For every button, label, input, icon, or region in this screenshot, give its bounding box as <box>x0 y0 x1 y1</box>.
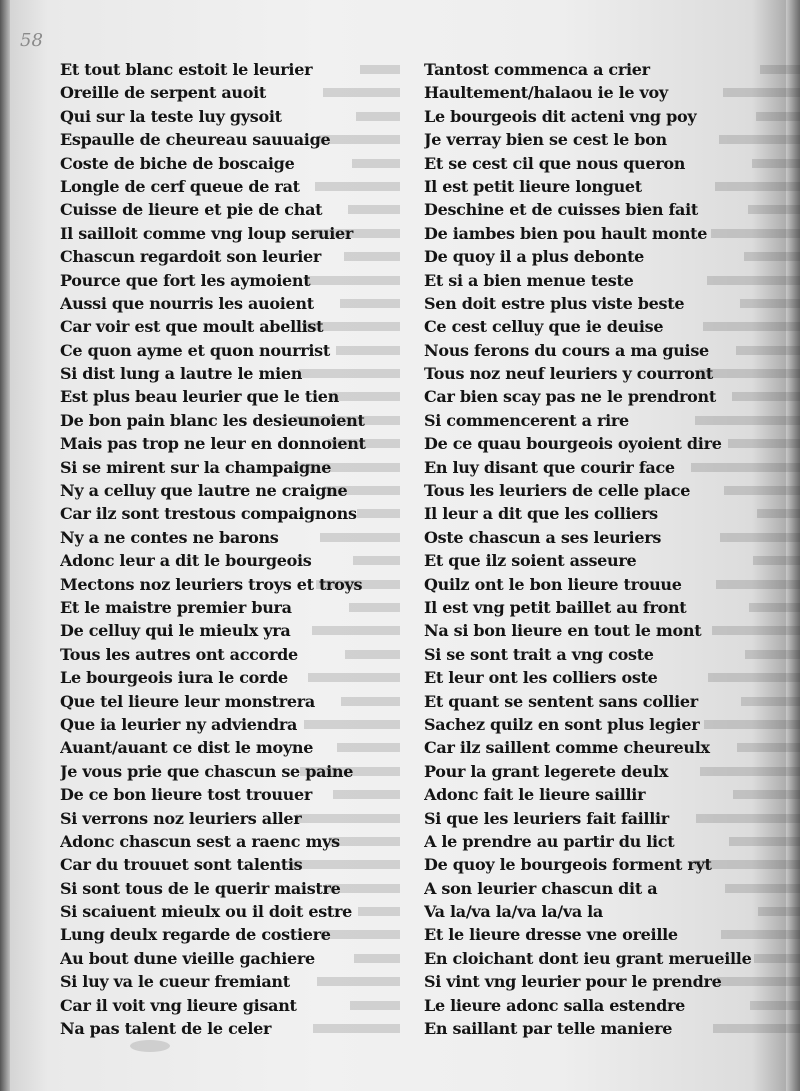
verse-line: Cuisse de lieure et pie de chat <box>60 200 323 220</box>
verse-line: Si se sont trait a vng coste <box>424 644 654 664</box>
verse-line: De quoy il a plus debonte <box>424 247 645 267</box>
verse-line: De bon pain blanc les desieunoient <box>60 410 365 430</box>
verse-line: Si dist lung a lautre le mien <box>60 364 303 384</box>
verse-line: Car ilz saillent comme cheureulx <box>424 738 710 758</box>
ink-stain <box>130 1040 170 1052</box>
verse-line: Et tout blanc estoit le leurier <box>60 60 313 79</box>
verse-line: Aussi que nourris les auoient <box>60 293 314 313</box>
verse-line: Si que les leuriers fait faillir <box>424 808 669 828</box>
verse-line: Car ilz sont trestous compaignons <box>60 504 357 524</box>
verse-line: En luy disant que courir face <box>424 457 675 477</box>
verse-line: Haultement/halaou ie le voy <box>424 83 668 103</box>
verse-line: Et le maistre premier bura <box>60 597 292 617</box>
verse-line: Si verrons noz leuriers aller <box>60 808 302 828</box>
verse-line: Tous noz neuf leuriers y courront <box>424 364 713 384</box>
verse-line: Si vint vng leurier pour le prendre <box>424 972 722 992</box>
verse-line: Que ia leurier ny adviendra <box>60 714 298 734</box>
verse-line: Je vous prie que chascun se paine <box>60 761 354 781</box>
verse-line: Oreille de serpent auoit <box>60 83 266 103</box>
verse-line: Pource que fort les aymoient <box>60 270 311 290</box>
verse-line: A le prendre au partir du lict <box>424 831 675 851</box>
verse-line: Nous ferons du cours a ma guise <box>424 340 709 360</box>
verse-line: Et le lieure dresse vne oreille <box>424 925 678 945</box>
verse-line: Mais pas trop ne leur en donnoient <box>60 434 366 454</box>
verse-line: Si sont tous de le querir maistre <box>60 878 341 898</box>
folio-number: 58 <box>20 30 43 51</box>
verse-line: Il sailloit comme vng loup seruier <box>60 223 354 243</box>
verse-line: Qui sur la teste luy gysoit <box>60 106 282 126</box>
verse-line: Si scaiuent mieulx ou il doit estre <box>60 902 353 922</box>
verse-line: Lung deulx regarde de costiere <box>60 925 331 945</box>
verse-line: Le bourgeois iura le corde <box>60 668 288 688</box>
verse-line: Et que ilz soient asseure <box>424 551 637 571</box>
verse-line: Si se mirent sur la champaigne <box>60 457 332 477</box>
verse-line: Car voir est que moult abellist <box>60 317 324 337</box>
verse-line: Espaulle de cheureau sauuaige <box>60 130 331 150</box>
verse-line: A son leurier chascun dit a <box>424 878 658 898</box>
verse-line: Il leur a dit que les colliers <box>424 504 658 524</box>
verse-line: Au bout dune vieille gachiere <box>60 948 315 968</box>
verse-line: Mectons noz leuriers troys et troys <box>60 574 363 594</box>
verse-line: De ce bon lieure tost trouuer <box>60 785 313 805</box>
verse-line: Deschine et de cuisses bien fait <box>424 200 698 220</box>
verse-line: Adonc fait le lieure saillir <box>424 785 646 805</box>
verse-line: De ce quau bourgeois oyoient dire <box>424 434 722 454</box>
left-column <box>60 58 390 1040</box>
verse-line: Adonc leur a dit le bourgeois <box>60 551 312 571</box>
verse-line: Va la/va la/va la/va la <box>424 902 603 922</box>
verse-line: Et si a bien menue teste <box>424 270 634 290</box>
verse-line: Le lieure adonc salla estendre <box>424 995 685 1015</box>
verse-line: Na si bon lieure en tout le mont <box>424 621 702 641</box>
verse-line: Longle de cerf queue de rat <box>60 176 300 196</box>
right-column <box>424 58 754 1040</box>
verse-line: Sachez quilz en sont plus legier <box>424 714 700 734</box>
verse-line: Si commencerent a rire <box>424 410 629 430</box>
verse-line: Car il voit vng lieure gisant <box>60 995 297 1015</box>
verse-line: Oste chascun a ses leuriers <box>424 527 662 547</box>
verse-line: Je verray bien se cest le bon <box>424 130 667 150</box>
verse-line: De celluy qui le mieulx yra <box>60 621 291 641</box>
verse-line: Il est vng petit baillet au front <box>424 597 687 617</box>
verse-line: Ce quon ayme et quon nourrist <box>60 340 330 360</box>
verse-line: En saillant par telle maniere <box>424 1019 673 1039</box>
verse-line: Est plus beau leurier que le tien <box>60 387 339 407</box>
verse-line: Que tel lieure leur monstrera <box>60 691 315 711</box>
verse-line: Auant/auant ce dist le moyne <box>60 738 314 758</box>
verse-line: De quoy le bourgeois forment ryt <box>424 855 712 875</box>
verse-line: Ny a ne contes ne barons <box>60 527 279 547</box>
verse-line: Ce cest celluy que ie deuise <box>424 317 664 337</box>
page-gutter <box>0 0 10 1091</box>
verse-line: De iambes bien pou hault monte <box>424 223 708 243</box>
verse-line: Ny a celluy que lautre ne craigne <box>60 481 348 501</box>
verse-line: Sen doit estre plus viste beste <box>424 293 685 313</box>
verse-line: Si luy va le cueur fremiant <box>60 972 290 992</box>
verse-line: Le bourgeois dit acteni vng poy <box>424 106 697 126</box>
verse-line: Il est petit lieure longuet <box>424 176 642 196</box>
verse-line: Tous les autres ont accorde <box>60 644 298 664</box>
verse-line: Quilz ont le bon lieure trouue <box>424 574 682 594</box>
verse-line: Tous les leuriers de celle place <box>424 481 691 501</box>
verse-line: Et quant se sentent sans collier <box>424 691 698 711</box>
verse-line: Adonc chascun sest a raenc mys <box>60 831 340 851</box>
verse-line: Et leur ont les colliers oste <box>424 668 658 688</box>
verse-line: Et se cest cil que nous queron <box>424 153 686 173</box>
verse-line: Car du trouuet sont talentis <box>60 855 303 875</box>
verse-line: En cloichant dont ieu grant merueille <box>424 948 752 968</box>
verse-line: Chascun regardoit son leurier <box>60 247 322 267</box>
verse-line: Na pas talent de le celer <box>60 1019 272 1039</box>
verse-line: Car bien scay pas ne le prendront <box>424 387 716 407</box>
verse-line: Pour la grant legerete deulx <box>424 761 669 781</box>
verse-line: Coste de biche de boscaige <box>60 153 295 173</box>
verse-line: Tantost commenca a crier <box>424 60 650 79</box>
